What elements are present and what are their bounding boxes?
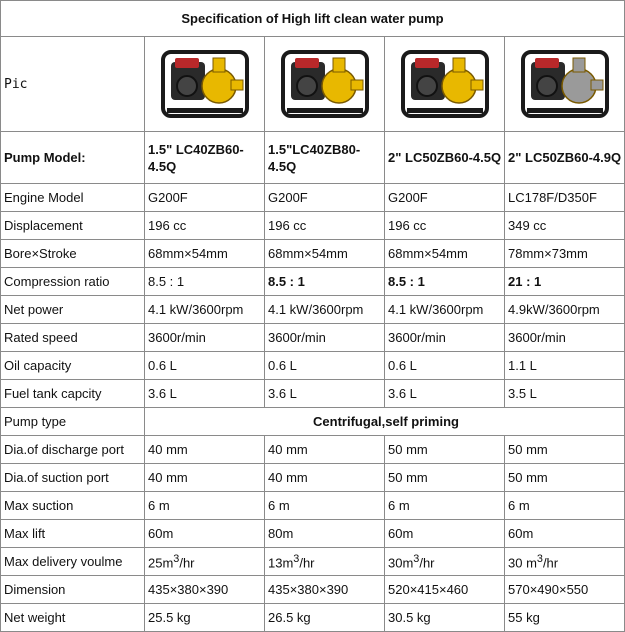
pump-image-4: [505, 37, 625, 132]
row-label: Fuel tank capcity: [1, 380, 145, 408]
value-cell: 60m: [505, 520, 625, 548]
value-cell: 40 mm: [145, 436, 265, 464]
spec-row-max-suction: [1, 492, 625, 520]
spec-row-net-weight: [1, 604, 625, 632]
value-cell: 196 cc: [265, 212, 385, 240]
value-cell: 3.6 L: [385, 380, 505, 408]
spec-row-compression: [1, 268, 625, 296]
value-cell: 78mm×73mm: [505, 240, 625, 268]
value-cell: [265, 548, 385, 576]
delivery-number: 13m: [268, 555, 294, 571]
row-label: Pump Model:: [1, 132, 145, 184]
value-cell: 68mm×54mm: [385, 240, 505, 268]
row-label: Pump type: [1, 408, 145, 436]
row-label: Rated speed: [1, 324, 145, 352]
value-cell: 40 mm: [265, 436, 385, 464]
pump-image-3: [385, 37, 505, 132]
value-cell: 50 mm: [505, 436, 625, 464]
model-cell: 2" LC50ZB60-4.9Q: [505, 132, 625, 184]
value-cell: 3.6 L: [145, 380, 265, 408]
delivery-exponent: 3: [293, 552, 300, 565]
row-label: Net weight: [1, 604, 145, 632]
page-title: Specification of High lift clean water pump: [1, 1, 625, 37]
delivery-unit: /hr: [299, 555, 315, 571]
value-cell: 8.5 : 1: [385, 268, 505, 296]
value-cell: 50 mm: [505, 464, 625, 492]
value-cell: 520×415×460: [385, 576, 505, 604]
row-label: Bore×Stroke: [1, 240, 145, 268]
value-cell: [505, 548, 625, 576]
spec-row-max-lift: [1, 520, 625, 548]
value-cell: 6 m: [145, 492, 265, 520]
value-cell: LC178F/D350F: [505, 184, 625, 212]
value-cell: 40 mm: [265, 464, 385, 492]
value-cell: 3.5 L: [505, 380, 625, 408]
pic-label: Pic: [1, 37, 145, 132]
value-cell: 570×490×550: [505, 576, 625, 604]
value-cell: 40 mm: [145, 464, 265, 492]
row-label: Compression ratio: [1, 268, 145, 296]
row-label: Net power: [1, 296, 145, 324]
row-label: Engine Model: [1, 184, 145, 212]
value-cell: G200F: [265, 184, 385, 212]
value-cell: 3600r/min: [385, 324, 505, 352]
delivery-exponent: 3: [536, 552, 543, 565]
pic-row: [1, 37, 625, 132]
value-cell: 4.9kW/3600rpm: [505, 296, 625, 324]
pump-engine-image: [397, 46, 493, 122]
value-cell: 26.5 kg: [265, 604, 385, 632]
pump-engine-image: [277, 46, 373, 122]
title-row: [1, 1, 625, 37]
row-label: Max delivery voulme: [1, 548, 145, 576]
value-cell: G200F: [145, 184, 265, 212]
row-label: Oil capacity: [1, 352, 145, 380]
value-cell: 3600r/min: [265, 324, 385, 352]
delivery-unit: /hr: [542, 555, 559, 571]
value-cell: 68mm×54mm: [145, 240, 265, 268]
delivery-unit: /hr: [179, 555, 195, 571]
value-cell: 21 : 1: [505, 268, 625, 296]
delivery-exponent: 3: [173, 552, 180, 565]
value-cell: 68mm×54mm: [265, 240, 385, 268]
delivery-number: 30 m: [508, 555, 537, 571]
spec-row-engine-model: [1, 184, 625, 212]
value-cell: 1.1 L: [505, 352, 625, 380]
spec-row-rated-speed: [1, 324, 625, 352]
value-cell: 4.1 kW/3600rpm: [145, 296, 265, 324]
value-cell: 6 m: [505, 492, 625, 520]
value-cell: 25.5 kg: [145, 604, 265, 632]
spec-row-bore-stroke: [1, 240, 625, 268]
pump-engine-image: [517, 46, 613, 122]
value-cell: 3600r/min: [145, 324, 265, 352]
row-label: Max lift: [1, 520, 145, 548]
value-cell: 3.6 L: [265, 380, 385, 408]
value-cell: 4.1 kW/3600rpm: [385, 296, 505, 324]
value-cell: 50 mm: [385, 464, 505, 492]
spec-row-net-power: [1, 296, 625, 324]
row-label: Dimension: [1, 576, 145, 604]
value-cell: 30.5 kg: [385, 604, 505, 632]
value-cell: 435×380×390: [265, 576, 385, 604]
row-label: Displacement: [1, 212, 145, 240]
value-cell: 6 m: [385, 492, 505, 520]
spec-row-oil-capacity: [1, 352, 625, 380]
spec-row-displacement: [1, 212, 625, 240]
pump-engine-image: [157, 46, 253, 122]
value-cell: 435×380×390: [145, 576, 265, 604]
delivery-unit: /hr: [419, 555, 435, 571]
row-label: Dia.of discharge port: [1, 436, 145, 464]
model-row: [1, 132, 625, 184]
value-cell: [145, 548, 265, 576]
delivery-exponent: 3: [413, 552, 420, 565]
pump-type-value: Centrifugal,self priming: [145, 408, 625, 436]
value-cell: 4.1 kW/3600rpm: [265, 296, 385, 324]
row-label: Max suction: [1, 492, 145, 520]
spec-row-fuel-tank: [1, 380, 625, 408]
value-cell: 0.6 L: [145, 352, 265, 380]
value-cell: 55 kg: [505, 604, 625, 632]
value-cell: 80m: [265, 520, 385, 548]
value-cell: 0.6 L: [385, 352, 505, 380]
value-cell: 60m: [145, 520, 265, 548]
value-cell: 8.5 : 1: [265, 268, 385, 296]
delivery-number: 30m: [388, 555, 414, 571]
value-cell: [385, 548, 505, 576]
value-cell: 0.6 L: [265, 352, 385, 380]
spec-row-suction-port: [1, 464, 625, 492]
spec-row-dimension: [1, 576, 625, 604]
value-cell: 349 cc: [505, 212, 625, 240]
pump-image-1: [145, 37, 265, 132]
delivery-number: 25m: [148, 555, 174, 571]
value-cell: 60m: [385, 520, 505, 548]
value-cell: 3600r/min: [505, 324, 625, 352]
spec-row-discharge-port: [1, 436, 625, 464]
row-label: Dia.of suction port: [1, 464, 145, 492]
pump-image-2: [265, 37, 385, 132]
value-cell: 6 m: [265, 492, 385, 520]
value-cell: 196 cc: [385, 212, 505, 240]
model-cell: 1.5" LC40ZB60-4.5Q: [145, 132, 265, 184]
value-cell: 8.5 : 1: [145, 268, 265, 296]
model-cell: 1.5"LC40ZB80-4.5Q: [265, 132, 385, 184]
spec-row-pump-type: [1, 408, 625, 436]
value-cell: G200F: [385, 184, 505, 212]
value-cell: 196 cc: [145, 212, 265, 240]
spec-row-max-delivery: [1, 548, 625, 576]
model-cell: 2" LC50ZB60-4.5Q: [385, 132, 505, 184]
value-cell: 50 mm: [385, 436, 505, 464]
